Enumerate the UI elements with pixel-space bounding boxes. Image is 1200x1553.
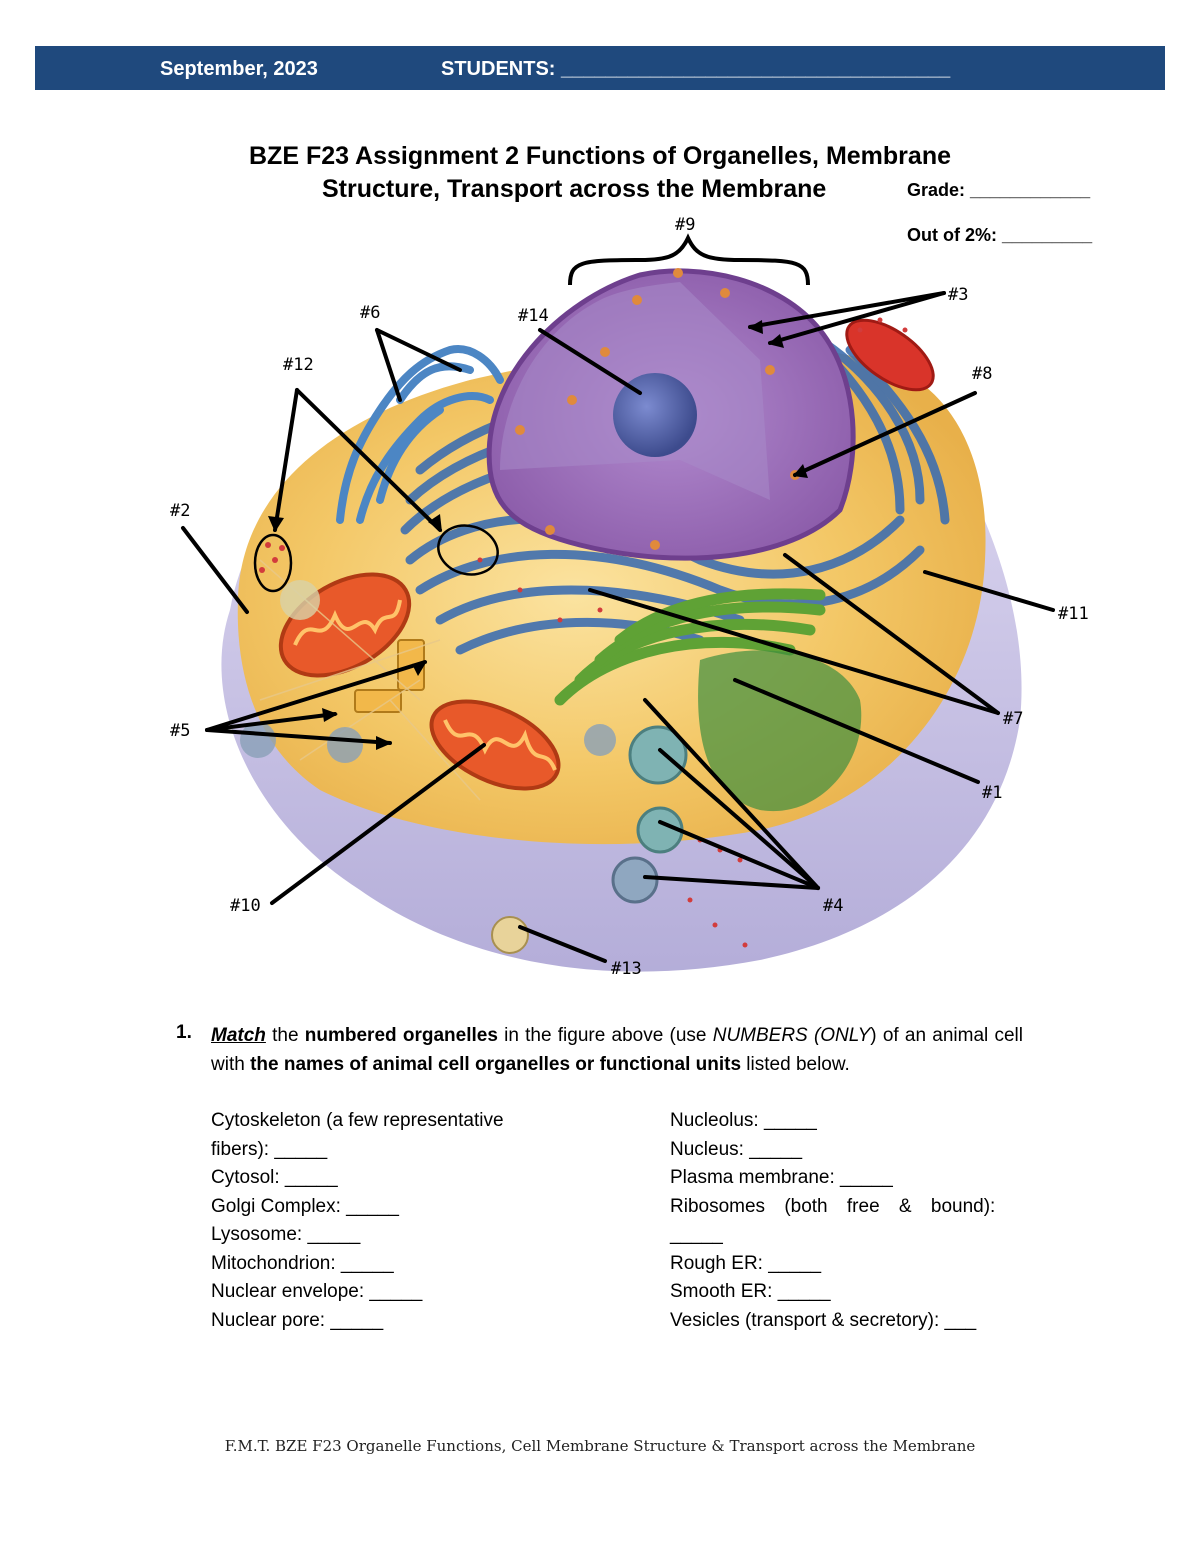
page-footer: F.M.T. BZE F23 Organelle Functions, Cell Membrane Structure & Transport across the Membrane [224,1437,976,1455]
list-item: Smooth ER: _____ [670,1281,831,1302]
question-number: 1. [176,1022,192,1043]
label-4: #4 [823,896,844,916]
list-item: Cytosol: _____ [211,1167,338,1188]
list-item: Plasma membrane: _____ [670,1167,893,1188]
list-item: Nucleolus: _____ [670,1110,817,1131]
label-13: #13 [611,959,642,979]
list-item: _____ [670,1224,723,1245]
list-item: Vesicles (transport & secretory): ___ [670,1309,977,1331]
label-5: #5 [170,721,191,741]
label-11: #11 [1058,604,1089,624]
out-of-field: Out of 2%: _________ [907,225,1093,245]
question-verb: Match [211,1025,266,1046]
label-12: #12 [283,355,314,375]
list-item: Mitochondrion: _____ [211,1252,394,1274]
label-8: #8 [972,364,993,384]
items-left-column [211,1107,504,1335]
list-item: Rough ER: _____ [670,1252,822,1274]
label-9: #9 [675,215,696,235]
grade-field: Grade: ____________ [907,180,1091,200]
label-14: #14 [518,306,549,326]
list-item: Nucleus: _____ [670,1138,803,1160]
label-7: #7 [1003,709,1024,729]
question-text: Match the numbered organelles in the figure above (use NUMBERS (ONLY) of an animal cell with the names of animal cell organelles or functional units listed below. [211,1025,1023,1075]
page-title-line1: BZE F23 Assignment 2 Functions of Organelles, Membrane [249,142,951,170]
list-item: Cytoskeleton (a few representative [211,1110,504,1131]
list-item: Ribosomes (both free & bound): [670,1195,996,1217]
list-item: Nuclear envelope: _____ [211,1281,423,1302]
header-date: September, 2023 [160,58,318,80]
items-right-column [670,1107,1024,1335]
label-6: #6 [360,303,381,323]
list-item: Nuclear pore: _____ [211,1309,384,1331]
label-2: #2 [170,501,191,521]
label-10: #10 [230,896,261,916]
label-3: #3 [948,285,969,305]
list-item: Golgi Complex: _____ [211,1195,399,1217]
page-title-line2: Structure, Transport across the Membrane [322,175,827,203]
header-students-field: STUDENTS: ___________________________________ [441,58,951,80]
label-1: #1 [982,783,1003,803]
list-item: Lysosome: _____ [211,1224,361,1245]
list-item: fibers): _____ [211,1138,328,1160]
